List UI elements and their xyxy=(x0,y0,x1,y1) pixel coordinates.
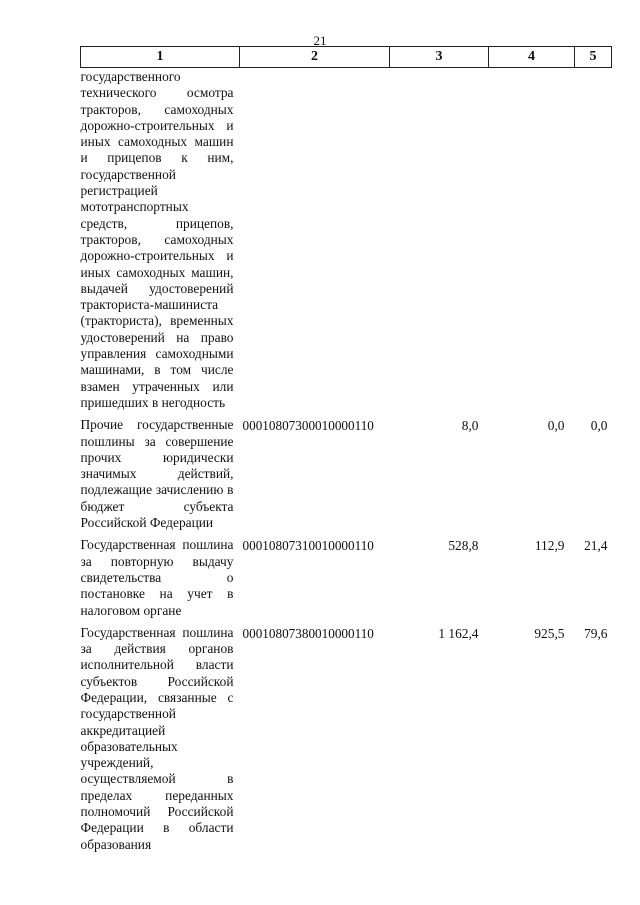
budget-table xyxy=(80,46,612,853)
row-value-5: 21,4 xyxy=(584,538,608,554)
row-value-5: 0,0 xyxy=(590,418,608,434)
header-col-2: 2 xyxy=(240,47,390,68)
row-description: государственного технического осмотра тракторов, самоходных дорожно-строительных и иных самоходных машин и прицепов к ним, государственной регистрацией мототранспортных средств, прицепов, тракторов, самоходных дорожно-строительных и иных самоходных машин, выдачей удостоверений тракториста-машиниста (тракториста), временных удостоверений на право управления самоходными машинами, в том числе взамен утраченных или пришедших в негодность xyxy=(80,69,234,410)
table-row xyxy=(81,536,612,623)
table-row xyxy=(81,416,612,536)
row-value-3: 8,0 xyxy=(461,418,479,434)
header-col-4: 4 xyxy=(489,47,575,68)
row-code: 00010807380010000110 xyxy=(242,625,374,641)
table-row xyxy=(81,68,612,417)
table-header-row xyxy=(81,47,612,68)
row-value-5 xyxy=(575,68,612,417)
row-value-4: 112,9 xyxy=(534,538,565,554)
row-description: Государственная пошлина за повторную выдачу свидетельства о постановке на учет в налоговом органе xyxy=(80,537,234,618)
row-value-4 xyxy=(489,68,575,417)
row-description: Государственная пошлина за действия органов исполнительной власти субъектов Российской Федерации, связанные с государственной аккредитацией образовательных учреждений, осуществляемой в пределах переданных полномочий Российской Федерации в области образования xyxy=(80,624,234,852)
row-value-4: 0,0 xyxy=(547,418,565,434)
header-col-1: 1 xyxy=(81,47,240,68)
header-col-3: 3 xyxy=(390,47,489,68)
row-value-3 xyxy=(390,68,489,417)
header-col-5: 5 xyxy=(575,47,612,68)
row-value-5: 79,6 xyxy=(584,625,608,641)
row-code: 00010807300010000110 xyxy=(242,418,374,434)
row-code: 00010807310010000110 xyxy=(242,538,374,554)
row-value-3: 528,8 xyxy=(448,538,479,554)
table-row xyxy=(81,624,612,853)
row-description: Прочие государственные пошлины за совершение прочих юридически значимых действий, подлежащие зачислению в бюджет субъекта Российской Федерации xyxy=(80,417,234,531)
row-code xyxy=(240,68,390,417)
row-value-4: 925,5 xyxy=(534,625,565,641)
row-value-3: 1 162,4 xyxy=(438,625,479,641)
page-number: 21 xyxy=(313,33,327,48)
